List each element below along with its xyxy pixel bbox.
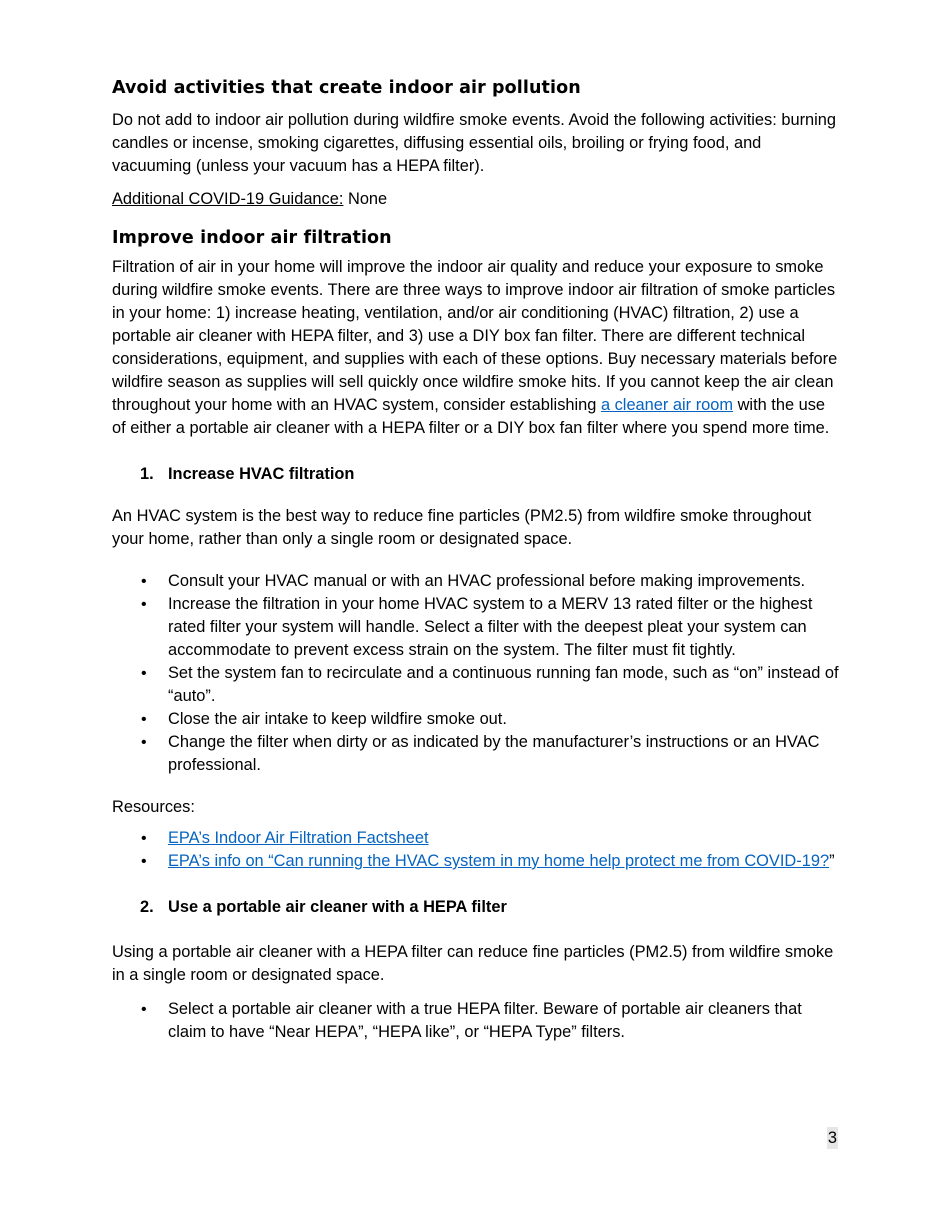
hvac-bullet-list — [112, 570, 840, 777]
subsection-heading-portable-cleaner — [112, 896, 840, 919]
filtration-text-before-link: Filtration of air in your home will improve the indoor air quality and reduce your exposure to smoke during wildfire smoke events. There are three ways to improve indoor air filtration of smoke particles in your home: 1) increase heating, ventilation, and/or air conditioning (HVAC) filtration, 2) use a portable air cleaner with HEPA filter, and 3) use a DIY box fan filter. There are different technical considerations, equipment, and supplies with each of these options. Buy necessary materials before wildfire season as supplies will sell quickly once wildfire smoke hits. If you cannot keep the air clean throughout your home with an HVAC system, consider establishing — [112, 258, 838, 414]
list-item — [112, 827, 840, 850]
covid-guidance-label: Additional COVID-19 Guidance: — [112, 190, 344, 208]
subsection-title: Use a portable air cleaner with a HEPA filter — [168, 898, 507, 916]
epa-hvac-covid-link[interactable]: EPA’s info on “Can running the HVAC system in my home help protect me from COVID-19? — [168, 852, 830, 870]
epa-filtration-factsheet-link[interactable]: EPA’s Indoor Air Filtration Factsheet — [168, 829, 429, 847]
list-item: • Close the air intake to keep wildfire smoke out. — [112, 708, 840, 731]
list-item: • Set the system fan to recirculate and a continuous running fan mode, such as “on” instead of “auto”. — [112, 662, 840, 708]
subsection-heading-hvac — [112, 463, 840, 486]
covid-guidance-line — [112, 188, 840, 211]
list-item — [112, 850, 840, 873]
list-item: • Consult your HVAC manual or with an HVAC professional before making improvements. — [112, 570, 840, 593]
portable-cleaner-bullet-list — [112, 998, 840, 1044]
resources-label: Resources: — [112, 798, 195, 816]
link-suffix: ” — [829, 852, 835, 870]
filtration-paragraph — [112, 256, 840, 440]
filtration-text-after-link: with the use of either a portable air cleaner with a HEPA filter or a DIY box fan filter where you spend more time. — [112, 396, 830, 437]
list-item: • Increase the filtration in your home HVAC system to a MERV 13 rated filter or the highest rated filter your system will handle. Select a filter with the deepest pleat your system can accommodate to prevent excess strain on the system. The filter must fit tightly. — [112, 593, 840, 662]
section-heading-filtration: Improve indoor air filtration — [112, 228, 392, 248]
cleaner-air-room-link[interactable]: a cleaner air room — [600, 396, 734, 414]
page-number: 3 — [827, 1129, 837, 1147]
resources-list — [112, 827, 840, 873]
subsection-number: 1. — [140, 465, 154, 483]
subsection-title: Increase HVAC filtration — [168, 465, 355, 483]
covid-guidance-value: None — [343, 190, 388, 208]
section-heading-avoid-activities: Avoid activities that create indoor air pollution — [112, 78, 581, 98]
hvac-intro-paragraph: An HVAC system is the best way to reduce fine particles (PM2.5) from wildfire smoke throughout your home, rather than only a single room or designated space. — [112, 507, 812, 548]
avoid-activities-paragraph: Do not add to indoor air pollution during wildfire smoke events. Avoid the following activities: burning candles or incense, smoking cigarettes, diffusing essential oils, broiling or frying food, and vacuuming (unless your vacuum has a HEPA filter). — [112, 111, 837, 175]
list-item: • Select a portable air cleaner with a true HEPA filter. Beware of portable air cleaners that claim to have “Near HEPA”, “HEPA like”, or “HEPA Type” filters. — [112, 998, 840, 1044]
list-item: • Change the filter when dirty or as indicated by the manufacturer’s instructions or an HVAC professional. — [112, 731, 840, 777]
document-page — [112, 78, 840, 1044]
portable-cleaner-intro-paragraph: Using a portable air cleaner with a HEPA filter can reduce fine particles (PM2.5) from wildfire smoke in a single room or designated space. — [112, 943, 834, 984]
subsection-number: 2. — [140, 898, 154, 916]
